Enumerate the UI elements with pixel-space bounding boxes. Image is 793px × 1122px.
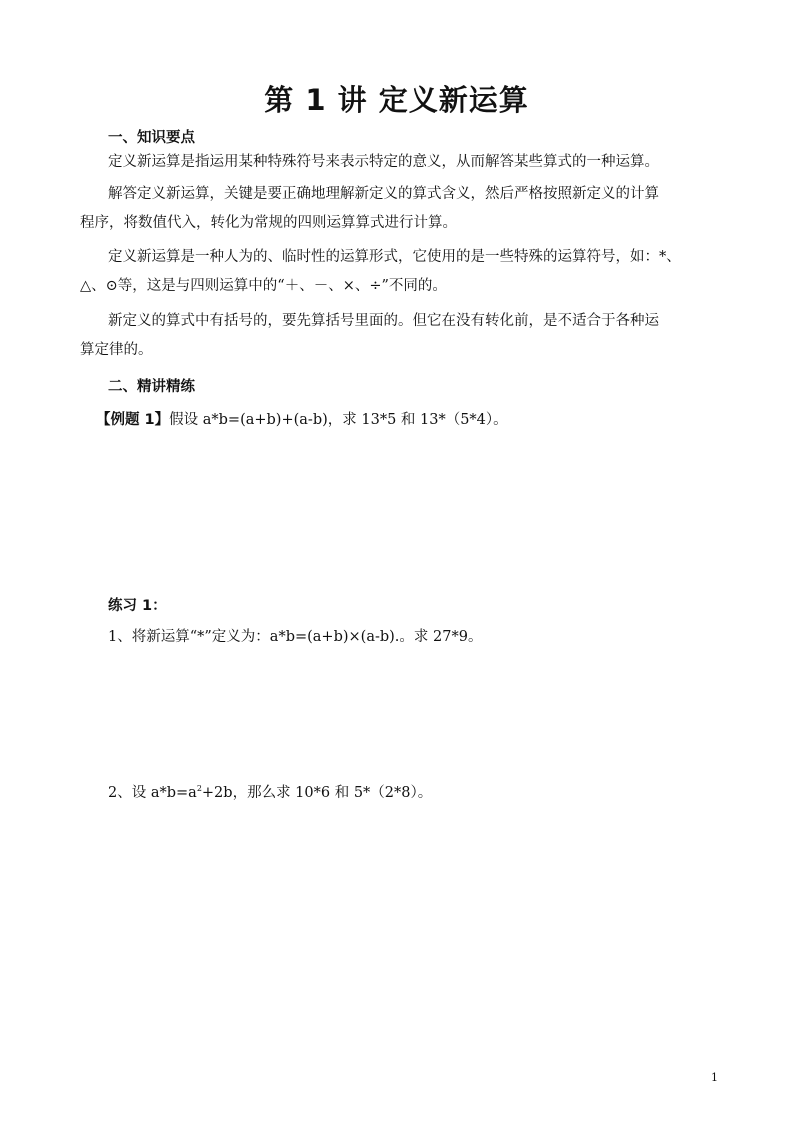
page-number: 1 [711, 1071, 718, 1084]
practice-question-1: 1、将新运算“*”定义为：a*b=(a+b)×(a-b).。求 27*9。 [108, 629, 483, 645]
example-text: 假设 a*b=(a+b)+(a-b)，求 13*5 和 13*（5*4）。 [169, 412, 508, 428]
q2-superscript: 2 [196, 784, 202, 794]
paragraph-4-line-2: 算定律的。 [80, 342, 153, 358]
section-heading-knowledge: 一、知识要点 [108, 130, 195, 146]
paragraph-1: 定义新运算是指运用某种特殊符号来表示特定的意义，从而解答某些算式的一种运算。 [108, 154, 659, 170]
practice-heading: 练习 1： [108, 598, 167, 614]
paragraph-3-line-1: 定义新运算是一种人为的、临时性的运算形式，它使用的是一些特殊的运算符号，如：*、 [108, 249, 681, 265]
paragraph-3-line-2: △、⊙等，这是与四则运算中的“＋、－、×、÷”不同的。 [80, 278, 447, 294]
example-label: 【例题 1】 [96, 412, 170, 428]
section-heading-practice: 二、精讲精练 [108, 379, 195, 395]
paragraph-2-line-2: 程序，将数值代入，转化为常规的四则运算算式进行计算。 [80, 215, 457, 231]
paragraph-2-line-1: 解答定义新运算，关键是要正确地理解新定义的算式含义，然后严格按照新定义的计算 [108, 186, 659, 202]
page-title: 第 1 讲 定义新运算 [264, 83, 529, 117]
q2-prefix: 2、设 a*b=a [108, 785, 197, 801]
q2-suffix: +2b，那么求 10*6 和 5*（2*8）。 [201, 785, 433, 801]
example-1 [96, 408, 508, 429]
practice-question-2 [108, 781, 432, 802]
paragraph-4-line-1: 新定义的算式中有括号的，要先算括号里面的。但它在没有转化前，是不适合于各种运 [108, 313, 659, 329]
